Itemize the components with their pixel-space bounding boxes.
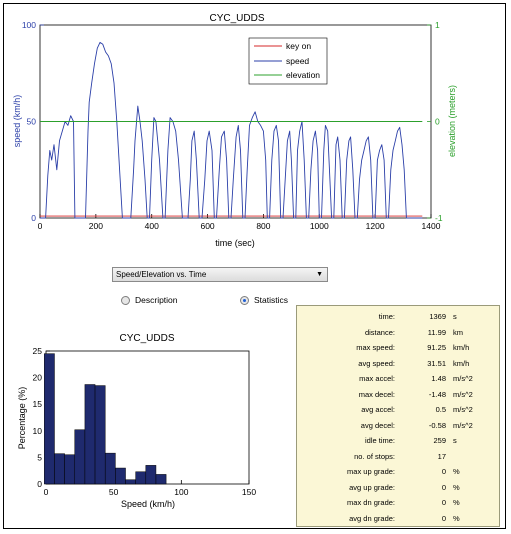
hist-y-tick-label: 5	[37, 452, 42, 463]
stat-unit: %	[453, 482, 460, 492]
hist-x-tick-label: 150	[241, 487, 257, 497]
main-legend	[249, 38, 327, 84]
stat-value: 11.99	[427, 327, 446, 337]
histogram-bar	[115, 468, 125, 484]
histogram-bar	[54, 454, 64, 484]
histogram-bar	[65, 455, 75, 484]
hist-y-tick-label: 10	[32, 425, 42, 436]
stat-label: avg dn grade:	[349, 513, 395, 523]
hist-x-tick-label: 50	[108, 487, 119, 497]
histogram-bar	[146, 465, 156, 484]
main-x-tick-label: 600	[200, 221, 215, 231]
stat-row	[297, 511, 499, 526]
stat-unit: m/s^2	[453, 389, 473, 399]
stat-unit: m/s^2	[453, 405, 473, 414]
stat-row	[297, 309, 499, 324]
statistics-radio-label: Statistics	[254, 295, 289, 305]
histogram-bar	[156, 474, 166, 484]
stat-unit: m/s^2	[453, 374, 473, 383]
main-x-tick-label: 0	[37, 221, 43, 231]
statistics-panel	[296, 305, 500, 527]
stat-unit: km	[453, 327, 463, 337]
stat-row	[297, 356, 499, 371]
description-radio[interactable]	[121, 294, 178, 306]
stat-unit: s	[453, 312, 457, 321]
main-x-tick-label: 1200	[365, 221, 385, 231]
stat-value: -1.48	[428, 389, 446, 399]
hist-y-tick-label: 15	[32, 399, 42, 410]
stat-row	[297, 325, 499, 340]
stat-unit: km/h	[453, 343, 470, 352]
stat-label: time:	[378, 312, 395, 321]
stat-row	[297, 418, 499, 433]
stat-unit: s	[453, 436, 457, 445]
main-y2-tick-label: 1	[435, 20, 440, 30]
stat-row	[297, 340, 499, 355]
stat-value: 0	[441, 467, 446, 476]
hist-x-tick-label: 100	[174, 487, 189, 497]
plot-type-selected-value: Speed/Elevation vs. Time	[116, 270, 207, 279]
hist-x-axis-label: Speed (km/h)	[120, 499, 176, 509]
stat-value: -0.58	[428, 420, 446, 430]
stat-value: 91.25	[427, 343, 446, 352]
legend-elevation-label: elevation	[286, 70, 321, 80]
histogram-bar	[85, 385, 95, 484]
stat-unit: %	[453, 467, 460, 476]
histogram-bar	[136, 472, 146, 484]
hist-chart-title: CYC_UDDS	[119, 333, 175, 344]
stat-value: 1369	[429, 312, 446, 321]
main-y-axis-label: speed (km/h)	[12, 94, 22, 148]
stat-value: 0	[441, 498, 446, 507]
stat-value: 0	[441, 513, 446, 523]
main-x-axis-label: time (sec)	[215, 238, 255, 248]
main-y2-tick-label: -1	[435, 213, 443, 223]
stat-value: 17	[437, 451, 446, 461]
main-x-tick-label: 200	[88, 221, 103, 231]
stat-row	[297, 387, 499, 402]
stat-label: max decel:	[358, 389, 395, 399]
statistics-radio[interactable]	[240, 294, 288, 306]
stat-value: 31.51	[427, 358, 446, 368]
speed-elevation-chart	[4, 4, 507, 254]
stat-label: max dn grade:	[347, 498, 395, 507]
histogram-bar	[95, 386, 105, 484]
main-chart-title: CYC_UDDS	[209, 13, 265, 24]
main-x-tick-label: 1000	[309, 221, 329, 231]
stat-row	[297, 371, 499, 386]
stat-value: 259	[433, 436, 446, 445]
stat-label: avg speed:	[358, 358, 395, 368]
speed-histogram-chart	[4, 326, 284, 526]
stat-label: avg accel:	[361, 405, 395, 414]
main-x-tick-label: 400	[144, 221, 159, 231]
histogram-bar	[105, 453, 115, 484]
main-y-tick-label: 100	[21, 20, 36, 30]
histogram-bar	[126, 480, 136, 484]
stat-value: 0	[441, 482, 446, 492]
main-y2-tick-label: 0	[435, 116, 440, 127]
stat-unit: %	[453, 498, 460, 507]
hist-x-tick-label: 0	[43, 487, 49, 497]
app-window	[3, 3, 506, 529]
stat-unit: m/s^2	[453, 420, 473, 430]
hist-y-tick-label: 0	[37, 479, 42, 489]
hist-y-axis-label: Percentage (%)	[17, 386, 27, 450]
histogram-bar	[75, 430, 85, 484]
stat-label: avg up grade:	[349, 482, 395, 492]
stat-row	[297, 449, 499, 464]
stat-label: distance:	[364, 327, 395, 337]
main-y-tick-label: 0	[31, 213, 36, 223]
stat-value: 1.48	[431, 374, 446, 383]
radio-unchecked-icon[interactable]	[121, 296, 130, 305]
stat-label: avg decel:	[360, 420, 395, 430]
stat-row	[297, 480, 499, 495]
hist-y-tick-label: 20	[32, 372, 42, 383]
stat-value: 0.5	[435, 405, 446, 414]
stat-label: idle time:	[364, 436, 395, 445]
stat-row	[297, 433, 499, 448]
main-x-tick-label: 800	[256, 221, 271, 231]
stat-row	[297, 402, 499, 417]
stat-label: max accel:	[359, 374, 395, 383]
stat-label: no. of stops:	[354, 451, 395, 461]
histogram-bar	[44, 354, 54, 484]
main-y-tick-label: 50	[26, 116, 36, 127]
stat-unit: %	[453, 513, 460, 523]
legend-key-on-label: key on	[286, 41, 312, 51]
stat-unit: km/h	[453, 358, 470, 368]
stat-row	[297, 464, 499, 479]
plot-type-dropdown[interactable]	[112, 267, 328, 282]
stat-label: max speed:	[356, 343, 395, 352]
main-x-tick-label: 1400	[421, 221, 441, 231]
dropdown-arrow-icon[interactable]: ▼	[316, 271, 323, 278]
hist-y-tick-label: 25	[32, 346, 42, 356]
radio-checked-icon[interactable]	[240, 296, 249, 305]
stat-row	[297, 495, 499, 510]
main-y2-axis-label: elevation (meters)	[447, 84, 457, 158]
legend-speed-label: speed	[286, 56, 310, 66]
stat-label: max up grade:	[347, 467, 395, 476]
description-radio-label: Description	[135, 295, 178, 305]
